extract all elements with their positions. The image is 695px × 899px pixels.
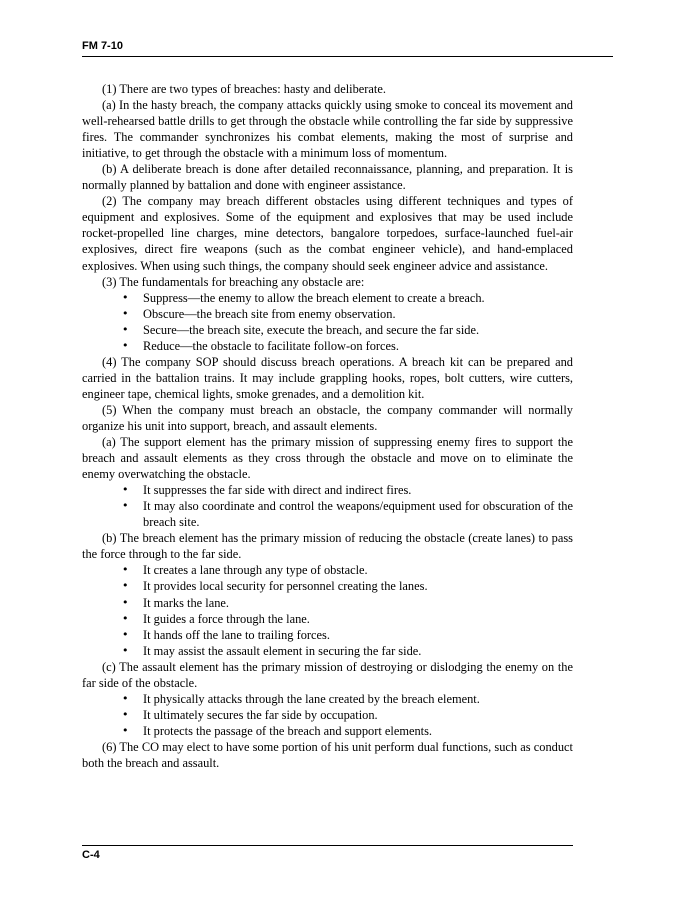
paragraph-breach-equipment: (2) The company may breach different obstacles using different techniques and types of equipment and explosives. Some of the equipment and explosives that may be used include rocket-propelled line charges, mine detectors, bangalore torpedoes, surface-launched fuel-air explosives, direct fire weapons (such as the combat engineer vehicle), and hand-emplaced explosives. When using such things, the company should seek engineer advice and assistance.: [82, 194, 573, 273]
body-text: [82, 81, 573, 771]
paragraph-fundamentals: (3) The fundamentals for breaching any obstacle are:: [102, 274, 365, 289]
paragraph-dual-functions: (6) The CO may elect to have some portion of his unit perform dual functions, such as conduct both the breach and assault.: [82, 739, 573, 770]
list-item: • It provides local security for personnel creating the lanes.: [82, 578, 573, 594]
fundamentals-list: [82, 290, 573, 354]
paragraph-deliberate-breach: (b) A deliberate breach is done after detailed reconnaissance, planning, and preparation. It is normally planned by battalion and done with engineer assistance.: [82, 162, 573, 193]
paragraph-breach-types: (1) There are two types of breaches: hasty and deliberate.: [102, 82, 386, 96]
list-item: • Suppress—the enemy to allow the breach element to create a breach.: [82, 290, 573, 306]
list-item: • It ultimately secures the far side by occupation.: [82, 707, 573, 723]
paragraph-hasty-breach: (a) In the hasty breach, the company attacks quickly using smoke to conceal its movement and well-rehearsed battle drills to get through the obstacle while controlling the far side by suppressive fires. The commander synchronizes his combat elements, making the most of surprise and initiative, to get through the obstacle with a minimum loss of momentum.: [82, 98, 573, 161]
paragraph-breach-element: (b) The breach element has the primary mission of reducing the obstacle (create lanes) to pass the force through to the far side.: [82, 531, 573, 562]
list-item: • It may also coordinate and control the weapons/equipment used for obscuration of the breach site.: [82, 498, 573, 530]
list-item: • It guides a force through the lane.: [82, 611, 573, 627]
list-item: • It may assist the assault element in securing the far side.: [82, 643, 573, 659]
paragraph-organization: (5) When the company must breach an obstacle, the company commander will normally organize his unit into support, breach, and assault elements.: [82, 402, 573, 433]
paragraph-assault-element: (c) The assault element has the primary mission of destroying or dislodging the enemy on the far side of the obstacle.: [82, 659, 573, 690]
list-item: • It protects the passage of the breach and support elements.: [82, 723, 573, 739]
header-rule: [82, 56, 613, 57]
list-item: • Obscure—the breach site from enemy observation.: [82, 306, 573, 322]
footer-rule: [82, 845, 573, 846]
assault-element-list: [82, 691, 573, 739]
running-header: FM 7-10: [82, 40, 123, 52]
page-number: C-4: [82, 849, 100, 861]
list-item: • It marks the lane.: [82, 595, 573, 611]
support-element-list: [82, 482, 573, 530]
list-item: • Reduce—the obstacle to facilitate follow-on forces.: [82, 338, 573, 354]
list-item: • Secure—the breach site, execute the breach, and secure the far side.: [82, 322, 573, 338]
paragraph-breach-kit: (4) The company SOP should discuss breach operations. A breach kit can be prepared and carried in the battalion trains. It may include grappling hooks, ropes, bolt cutters, wire cutters, engineer tape, chemical lights, smoke grenades, and a demolition kit.: [82, 354, 573, 401]
list-item: • It suppresses the far side with direct and indirect fires.: [82, 482, 573, 498]
breach-element-list: [82, 562, 573, 658]
paragraph-support-element: (a) The support element has the primary mission of suppressing enemy fires to support the breach and assault elements as they cross through the obstacle and move on to eliminate the enemy overwatching the obstacle.: [82, 435, 573, 482]
list-item: • It hands off the lane to trailing forces.: [82, 627, 573, 643]
list-item: • It physically attacks through the lane created by the breach element.: [82, 691, 573, 707]
list-item: • It creates a lane through any type of obstacle.: [82, 562, 573, 578]
